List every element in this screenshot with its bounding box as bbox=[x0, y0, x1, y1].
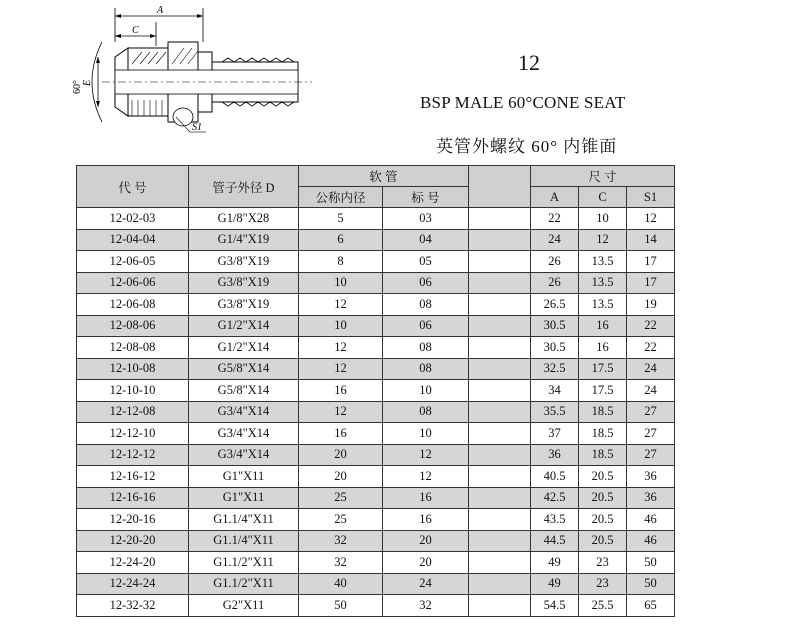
cell-c: 13.5 bbox=[579, 251, 627, 273]
table-row bbox=[77, 380, 793, 402]
cell-outer-diameter: G3/4"X14 bbox=[189, 423, 299, 445]
cell-a: 34 bbox=[531, 380, 579, 402]
cell-empty-right bbox=[675, 552, 793, 574]
cell-code: 12-16-16 bbox=[77, 487, 189, 509]
cell-code: 12-06-08 bbox=[77, 294, 189, 316]
cell-mark: 20 bbox=[383, 530, 469, 552]
cell-s1: 50 bbox=[627, 552, 675, 574]
spec-table bbox=[76, 165, 793, 617]
cell-mark: 08 bbox=[383, 401, 469, 423]
cell-mark: 20 bbox=[383, 552, 469, 574]
table-row bbox=[77, 251, 793, 273]
cell-empty bbox=[469, 294, 531, 316]
cell-empty-right bbox=[675, 466, 793, 488]
cell-c: 18.5 bbox=[579, 401, 627, 423]
cell-outer-diameter: G1.1/4"X11 bbox=[189, 530, 299, 552]
cell-empty bbox=[469, 229, 531, 251]
cell-a: 24 bbox=[531, 229, 579, 251]
cell-mark: 08 bbox=[383, 294, 469, 316]
cell-mark: 10 bbox=[383, 423, 469, 445]
cell-code: 12-20-16 bbox=[77, 509, 189, 531]
cell-empty bbox=[469, 509, 531, 531]
s1-label: S1 bbox=[192, 122, 202, 133]
cell-empty-right bbox=[675, 251, 793, 273]
header-outer-diameter: 管子外径 D bbox=[189, 166, 299, 208]
cell-a: 30.5 bbox=[531, 315, 579, 337]
cell-mark: 16 bbox=[383, 509, 469, 531]
cell-empty-right bbox=[675, 595, 793, 617]
cell-outer-diameter: G3/8"X19 bbox=[189, 272, 299, 294]
cell-mark: 04 bbox=[383, 229, 469, 251]
cell-s1: 46 bbox=[627, 509, 675, 531]
header-empty-right bbox=[675, 166, 793, 208]
cell-s1: 22 bbox=[627, 337, 675, 359]
cell-c: 20.5 bbox=[579, 530, 627, 552]
cell-a: 22 bbox=[531, 208, 579, 230]
cell-a: 26 bbox=[531, 272, 579, 294]
cell-a: 35.5 bbox=[531, 401, 579, 423]
cell-code: 12-04-04 bbox=[77, 229, 189, 251]
cell-code: 12-12-10 bbox=[77, 423, 189, 445]
cell-s1: 17 bbox=[627, 272, 675, 294]
header-dimensions: 尺 寸 bbox=[531, 166, 675, 187]
cell-s1: 36 bbox=[627, 466, 675, 488]
cell-nominal-bore: 10 bbox=[299, 315, 383, 337]
cell-s1: 24 bbox=[627, 358, 675, 380]
cell-s1: 24 bbox=[627, 380, 675, 402]
cell-empty bbox=[469, 315, 531, 337]
table-row bbox=[77, 358, 793, 380]
cell-outer-diameter: G5/8"X14 bbox=[189, 380, 299, 402]
cell-a: 40.5 bbox=[531, 466, 579, 488]
dim-a-label: A bbox=[157, 5, 164, 16]
cell-s1: 50 bbox=[627, 573, 675, 595]
cell-c: 20.5 bbox=[579, 487, 627, 509]
cell-code: 12-10-10 bbox=[77, 380, 189, 402]
cell-code: 12-10-08 bbox=[77, 358, 189, 380]
cell-empty-right bbox=[675, 337, 793, 359]
cell-nominal-bore: 32 bbox=[299, 530, 383, 552]
header-hose: 软 管 bbox=[299, 166, 469, 187]
cell-empty-right bbox=[675, 272, 793, 294]
cell-code: 12-20-20 bbox=[77, 530, 189, 552]
cell-nominal-bore: 40 bbox=[299, 573, 383, 595]
cell-code: 12-08-06 bbox=[77, 315, 189, 337]
table-row bbox=[77, 509, 793, 531]
cell-c: 16 bbox=[579, 315, 627, 337]
cell-s1: 27 bbox=[627, 444, 675, 466]
cell-outer-diameter: G1"X11 bbox=[189, 466, 299, 488]
table-row bbox=[77, 401, 793, 423]
cell-outer-diameter: G5/8"X14 bbox=[189, 358, 299, 380]
cell-a: 42.5 bbox=[531, 487, 579, 509]
table-row bbox=[77, 229, 793, 251]
cell-a: 26.5 bbox=[531, 294, 579, 316]
cell-empty-right bbox=[675, 487, 793, 509]
table-row bbox=[77, 487, 793, 509]
angle-label: 60° bbox=[72, 80, 83, 94]
cell-mark: 05 bbox=[383, 251, 469, 273]
cell-nominal-bore: 20 bbox=[299, 444, 383, 466]
cell-code: 12-32-32 bbox=[77, 595, 189, 617]
cell-empty-right bbox=[675, 573, 793, 595]
cell-s1: 27 bbox=[627, 423, 675, 445]
cell-mark: 08 bbox=[383, 358, 469, 380]
cell-c: 12 bbox=[579, 229, 627, 251]
table-row bbox=[77, 444, 793, 466]
cell-empty bbox=[469, 552, 531, 574]
cell-nominal-bore: 10 bbox=[299, 272, 383, 294]
cell-s1: 36 bbox=[627, 487, 675, 509]
cell-nominal-bore: 20 bbox=[299, 466, 383, 488]
table-row bbox=[77, 272, 793, 294]
cell-empty-right bbox=[675, 401, 793, 423]
cell-empty bbox=[469, 401, 531, 423]
cell-empty bbox=[469, 251, 531, 273]
table-row bbox=[77, 208, 793, 230]
cell-empty-right bbox=[675, 229, 793, 251]
cell-empty-right bbox=[675, 315, 793, 337]
cell-empty bbox=[469, 337, 531, 359]
cell-nominal-bore: 12 bbox=[299, 294, 383, 316]
cell-mark: 32 bbox=[383, 595, 469, 617]
cell-outer-diameter: G3/8"X19 bbox=[189, 251, 299, 273]
cell-code: 12-16-12 bbox=[77, 466, 189, 488]
cell-empty-right bbox=[675, 358, 793, 380]
cell-empty-right bbox=[675, 380, 793, 402]
cell-outer-diameter: G1"X11 bbox=[189, 487, 299, 509]
cell-empty-right bbox=[675, 509, 793, 531]
cell-a: 43.5 bbox=[531, 509, 579, 531]
cell-c: 20.5 bbox=[579, 509, 627, 531]
cell-mark: 24 bbox=[383, 573, 469, 595]
cell-a: 36 bbox=[531, 444, 579, 466]
cell-outer-diameter: G1/2"X14 bbox=[189, 337, 299, 359]
table-body bbox=[77, 208, 793, 617]
cell-empty-right bbox=[675, 208, 793, 230]
cell-empty bbox=[469, 530, 531, 552]
cell-s1: 12 bbox=[627, 208, 675, 230]
cell-a: 37 bbox=[531, 423, 579, 445]
cell-c: 20.5 bbox=[579, 466, 627, 488]
cell-empty bbox=[469, 466, 531, 488]
cell-empty-right bbox=[675, 530, 793, 552]
header-nominal-bore: 公称内径 bbox=[299, 187, 383, 208]
table-row bbox=[77, 294, 793, 316]
cell-c: 23 bbox=[579, 573, 627, 595]
table-row bbox=[77, 315, 793, 337]
cell-code: 12-24-20 bbox=[77, 552, 189, 574]
fitting-drawing bbox=[72, 2, 322, 152]
cell-empty bbox=[469, 272, 531, 294]
cell-mark: 06 bbox=[383, 315, 469, 337]
header-a: A bbox=[531, 187, 579, 208]
cell-code: 12-06-06 bbox=[77, 272, 189, 294]
header-s1: S1 bbox=[627, 187, 675, 208]
cell-empty bbox=[469, 423, 531, 445]
cell-nominal-bore: 12 bbox=[299, 337, 383, 359]
cell-code: 12-24-24 bbox=[77, 573, 189, 595]
cell-mark: 08 bbox=[383, 337, 469, 359]
cell-c: 23 bbox=[579, 552, 627, 574]
cell-c: 13.5 bbox=[579, 272, 627, 294]
cell-nominal-bore: 25 bbox=[299, 509, 383, 531]
cell-nominal-bore: 12 bbox=[299, 401, 383, 423]
dim-c-label: C bbox=[132, 25, 139, 36]
cell-empty bbox=[469, 358, 531, 380]
cell-outer-diameter: G1/8"X28 bbox=[189, 208, 299, 230]
cell-empty-right bbox=[675, 444, 793, 466]
cell-empty bbox=[469, 573, 531, 595]
cell-empty bbox=[469, 380, 531, 402]
cell-c: 25.5 bbox=[579, 595, 627, 617]
cell-outer-diameter: G3/4"X14 bbox=[189, 444, 299, 466]
cell-outer-diameter: G1.1/4"X11 bbox=[189, 509, 299, 531]
cell-code: 12-12-08 bbox=[77, 401, 189, 423]
cell-c: 17.5 bbox=[579, 380, 627, 402]
cell-outer-diameter: G1.1/2"X11 bbox=[189, 573, 299, 595]
cell-nominal-bore: 12 bbox=[299, 358, 383, 380]
cell-nominal-bore: 5 bbox=[299, 208, 383, 230]
cell-s1: 17 bbox=[627, 251, 675, 273]
cell-mark: 03 bbox=[383, 208, 469, 230]
cell-a: 44.5 bbox=[531, 530, 579, 552]
dim-e-label: E bbox=[82, 79, 93, 86]
cell-empty bbox=[469, 595, 531, 617]
header-empty bbox=[469, 166, 531, 208]
cell-s1: 65 bbox=[627, 595, 675, 617]
cell-s1: 22 bbox=[627, 315, 675, 337]
cell-a: 30.5 bbox=[531, 337, 579, 359]
cell-s1: 27 bbox=[627, 401, 675, 423]
table-row bbox=[77, 552, 793, 574]
cell-code: 12-08-08 bbox=[77, 337, 189, 359]
cell-c: 10 bbox=[579, 208, 627, 230]
cell-a: 49 bbox=[531, 573, 579, 595]
cell-c: 13.5 bbox=[579, 294, 627, 316]
table-row bbox=[77, 530, 793, 552]
cell-nominal-bore: 16 bbox=[299, 380, 383, 402]
cell-outer-diameter: G1/2"X14 bbox=[189, 315, 299, 337]
cell-mark: 12 bbox=[383, 466, 469, 488]
cell-outer-diameter: G3/4"X14 bbox=[189, 401, 299, 423]
header-mark: 标 号 bbox=[383, 187, 469, 208]
cell-mark: 10 bbox=[383, 380, 469, 402]
part-number: 12 bbox=[518, 50, 540, 75]
table-row bbox=[77, 466, 793, 488]
cell-nominal-bore: 32 bbox=[299, 552, 383, 574]
cell-c: 18.5 bbox=[579, 423, 627, 445]
cell-empty bbox=[469, 208, 531, 230]
cell-empty bbox=[469, 487, 531, 509]
cell-mark: 06 bbox=[383, 272, 469, 294]
cell-nominal-bore: 25 bbox=[299, 487, 383, 509]
cell-code: 12-06-05 bbox=[77, 251, 189, 273]
cell-a: 26 bbox=[531, 251, 579, 273]
cell-empty-right bbox=[675, 423, 793, 445]
cell-a: 49 bbox=[531, 552, 579, 574]
cell-outer-diameter: G3/8"X19 bbox=[189, 294, 299, 316]
cell-s1: 14 bbox=[627, 229, 675, 251]
cell-empty bbox=[469, 444, 531, 466]
title-chinese: 英管外螺纹 60° 内锥面 bbox=[436, 137, 618, 156]
cell-code: 12-02-03 bbox=[77, 208, 189, 230]
cell-c: 17.5 bbox=[579, 358, 627, 380]
cell-a: 54.5 bbox=[531, 595, 579, 617]
cell-outer-diameter: G1.1/2"X11 bbox=[189, 552, 299, 574]
cell-code: 12-12-12 bbox=[77, 444, 189, 466]
header-c: C bbox=[579, 187, 627, 208]
cell-empty-right bbox=[675, 294, 793, 316]
cell-c: 16 bbox=[579, 337, 627, 359]
cell-nominal-bore: 6 bbox=[299, 229, 383, 251]
table-row bbox=[77, 595, 793, 617]
table-row bbox=[77, 573, 793, 595]
title-english: BSP MALE 60°CONE SEAT bbox=[420, 93, 626, 112]
cell-c: 18.5 bbox=[579, 444, 627, 466]
table-row bbox=[77, 423, 793, 445]
table-row bbox=[77, 337, 793, 359]
cell-s1: 19 bbox=[627, 294, 675, 316]
cell-mark: 16 bbox=[383, 487, 469, 509]
cell-outer-diameter: G1/4"X19 bbox=[189, 229, 299, 251]
cell-outer-diameter: G2"X11 bbox=[189, 595, 299, 617]
cell-mark: 12 bbox=[383, 444, 469, 466]
header-code: 代 号 bbox=[77, 166, 189, 208]
cell-s1: 46 bbox=[627, 530, 675, 552]
cell-nominal-bore: 16 bbox=[299, 423, 383, 445]
cell-nominal-bore: 50 bbox=[299, 595, 383, 617]
cell-nominal-bore: 8 bbox=[299, 251, 383, 273]
cell-a: 32.5 bbox=[531, 358, 579, 380]
